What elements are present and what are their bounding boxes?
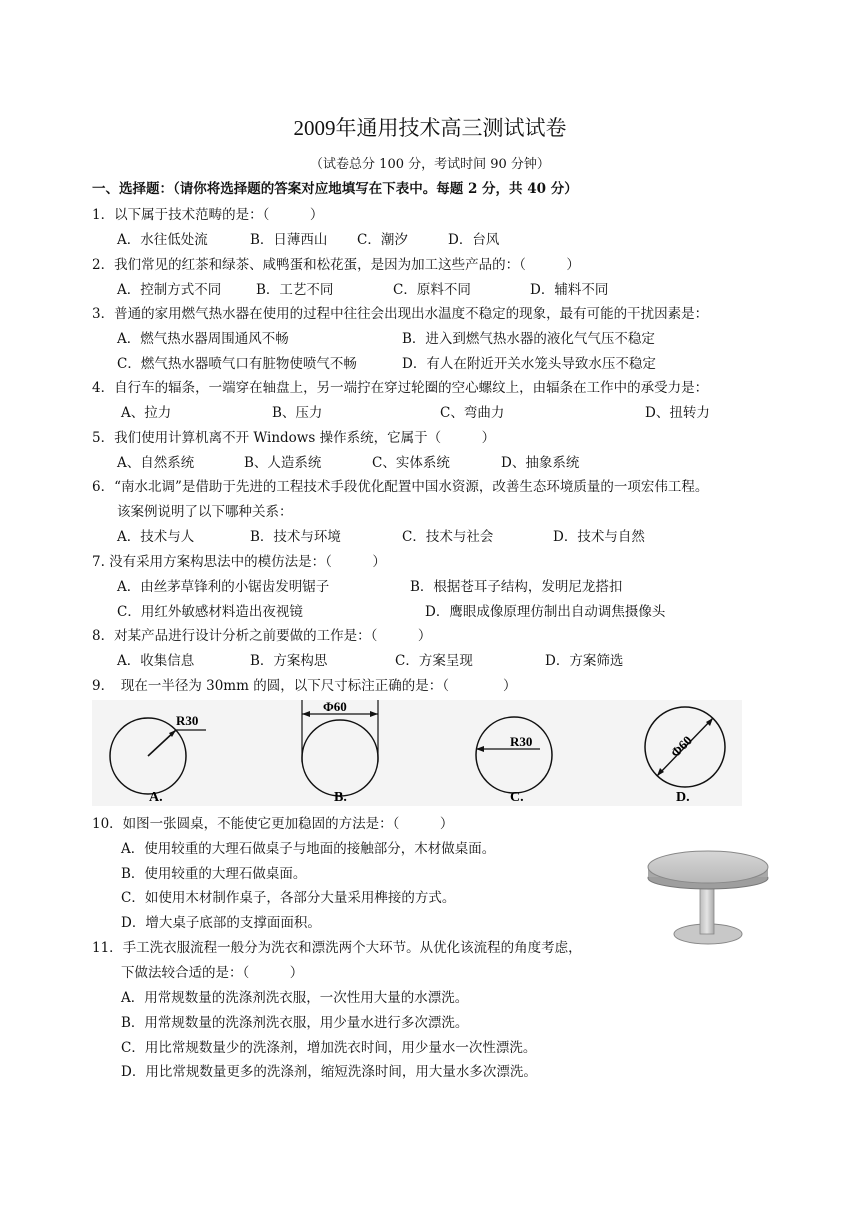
page-title: 2009年通用技术高三测试试卷 xyxy=(293,116,567,140)
question-5-stem: 5．我们使用计算机离不开 Windows 操作系统，它属于（ ） xyxy=(92,430,496,446)
q6-option-a: A．技术与人 xyxy=(117,529,195,545)
q9-option-a: A. xyxy=(149,790,163,805)
question-8-stem: 8．对某产品进行设计分析之前要做的工作是：（ ） xyxy=(92,628,432,644)
q8-option-b: B．方案构思 xyxy=(250,653,328,669)
section-heading xyxy=(92,180,578,198)
q3-option-a: A．燃气热水器周围通风不畅 xyxy=(117,331,289,347)
q1-option-c: C．潮汐 xyxy=(357,232,408,248)
q8-option-a: A．收集信息 xyxy=(117,653,195,669)
question-6-stem: 6．“南水北调”是借助于先进的工程技术手段优化配置中国水资源，改善生态环境质量的一项宏伟工程。 xyxy=(92,479,709,495)
q2-option-a: A．控制方式不同 xyxy=(117,282,222,298)
question-10-stem: 10．如图一张圆桌，不能使它更加稳固的方法是：（ ） xyxy=(92,816,454,832)
q9-option-c: C. xyxy=(510,790,524,805)
q5-option-c: C、实体系统 xyxy=(372,455,450,471)
q9-label-c-dimension: R30 xyxy=(510,734,533,749)
question-7-stem: 7. 没有采用方案构思法中的模仿法是：（ ） xyxy=(92,554,386,570)
q9-diagram-a xyxy=(110,713,206,794)
q7-option-d: D．鹰眼成像原理仿制出自动调焦摄像头 xyxy=(425,604,666,620)
q9-diagram-b xyxy=(302,700,378,796)
q7-option-c: C．用红外敏感材料造出夜视镜 xyxy=(117,604,303,620)
section-heading-number: 一、选择题： xyxy=(92,181,173,197)
q2-option-b: B．工艺不同 xyxy=(256,282,334,298)
q9-option-b: B. xyxy=(334,790,347,805)
q6-option-c: C．技术与社会 xyxy=(402,529,494,545)
q1-option-d: D．台风 xyxy=(448,232,500,248)
q11-option-b: B．用常规数量的洗涤剂洗衣服，用少量水进行多次漂洗。 xyxy=(121,1015,469,1031)
q9-diagram xyxy=(92,700,742,806)
section-heading-note: （请你将选择题的答案对应地填写在下表中。每题 2 分，共 40 分） xyxy=(173,181,578,197)
q10-option-b: B．使用较重的大理石做桌面。 xyxy=(121,866,307,882)
q2-option-d: D．辅料不同 xyxy=(530,282,609,298)
q2-option-c: C．原料不同 xyxy=(393,282,471,298)
question-2-stem: 2．我们常见的红茶和绿茶、咸鸭蛋和松花蛋，是因为加工这些产品的：（ ） xyxy=(92,257,580,273)
q4-option-a: A、拉力 xyxy=(121,405,172,421)
question-3-stem: 3．普通的家用燃气热水器在使用的过程中往往会出现出水温度不稳定的现象，最有可能的干扰因素是： xyxy=(92,306,709,322)
q3-option-b: B．进入到燃气热水器的液化气气压不稳定 xyxy=(402,331,655,347)
q3-option-c: C．燃气热水器喷气口有脏物使喷气不畅 xyxy=(117,356,357,372)
q11-option-a: A．用常规数量的洗涤剂洗衣服，一次性用大量的水漂洗。 xyxy=(121,990,469,1006)
q7-option-a: A．由丝茅草锋利的小锯齿发明锯子 xyxy=(117,579,330,595)
question-11-stem: 11．手工洗衣服流程一般分为洗衣和漂洗两个大环节。从优化该流程的角度考虑， xyxy=(92,940,582,956)
q1-option-a: A．水往低处流 xyxy=(117,232,208,248)
q5-option-a: A、自然系统 xyxy=(117,455,195,471)
q5-option-b: B、人造系统 xyxy=(244,455,322,471)
q4-option-d: D、扭转力 xyxy=(645,405,710,421)
question-9-stem: 9． 现在一半径为 30mm 的圆，以下尺寸标注正确的是：（ ） xyxy=(92,678,517,694)
question-11-stem-cont: 下做法较合适的是：（ ） xyxy=(121,965,304,981)
q11-option-c: C．用比常规数量少的洗涤剂，增加洗衣时间，用少量水一次性漂洗。 xyxy=(121,1040,537,1056)
q10-option-a: A．使用较重的大理石做桌子与地面的接触部分，木材做桌面。 xyxy=(121,841,496,857)
q6-option-d: D．技术与自然 xyxy=(553,529,645,545)
q4-option-b: B、压力 xyxy=(272,405,323,421)
question-4-stem: 4．自行车的辐条，一端穿在轴盘上，另一端拧在穿过轮圈的空心螺纹上，由辐条在工作中的承受力是： xyxy=(92,380,709,396)
q10-option-d: D．增大桌子底部的支撑面面积。 xyxy=(121,915,321,931)
q5-option-d: D、抽象系统 xyxy=(501,455,580,471)
q6-option-b: B．技术与环境 xyxy=(250,529,341,545)
q1-option-b: B．日薄西山 xyxy=(250,232,328,248)
q7-option-b: B．根据苍耳子结构，发明尼龙搭扣 xyxy=(410,579,623,595)
question-6-stem-cont: 该案例说明了以下哪种关系： xyxy=(117,504,293,520)
q11-option-d: D．用比常规数量更多的洗涤剂，缩短洗涤时间，用大量水多次漂洗。 xyxy=(121,1064,537,1080)
q3-option-d: D．有人在附近开关水笼头导致水压不稳定 xyxy=(402,356,656,372)
round-table-figure xyxy=(640,842,778,952)
q8-option-d: D．方案筛选 xyxy=(545,653,624,669)
round-table-illustration xyxy=(640,842,778,952)
q10-option-c: C．如使用木材制作桌子，各部分大量采用榫接的方式。 xyxy=(121,890,456,906)
q9-label-a-dimension: R30 xyxy=(176,713,199,728)
q9-label-b-dimension: Φ60 xyxy=(323,700,347,714)
question-1-stem: 1．以下属于技术范畴的是：（ ） xyxy=(92,207,324,223)
q4-option-c: C、弯曲力 xyxy=(440,405,505,421)
q9-figure xyxy=(92,700,742,806)
page-subtitle: （试卷总分 100 分，考试时间 90 分钟） xyxy=(310,157,550,172)
q9-diagram-d xyxy=(645,707,725,787)
q9-diagram-c xyxy=(476,717,552,793)
q9-option-d: D. xyxy=(676,790,690,805)
q8-option-c: C．方案呈现 xyxy=(395,653,473,669)
q9-label-d-dimension: Φ60 xyxy=(667,732,695,761)
